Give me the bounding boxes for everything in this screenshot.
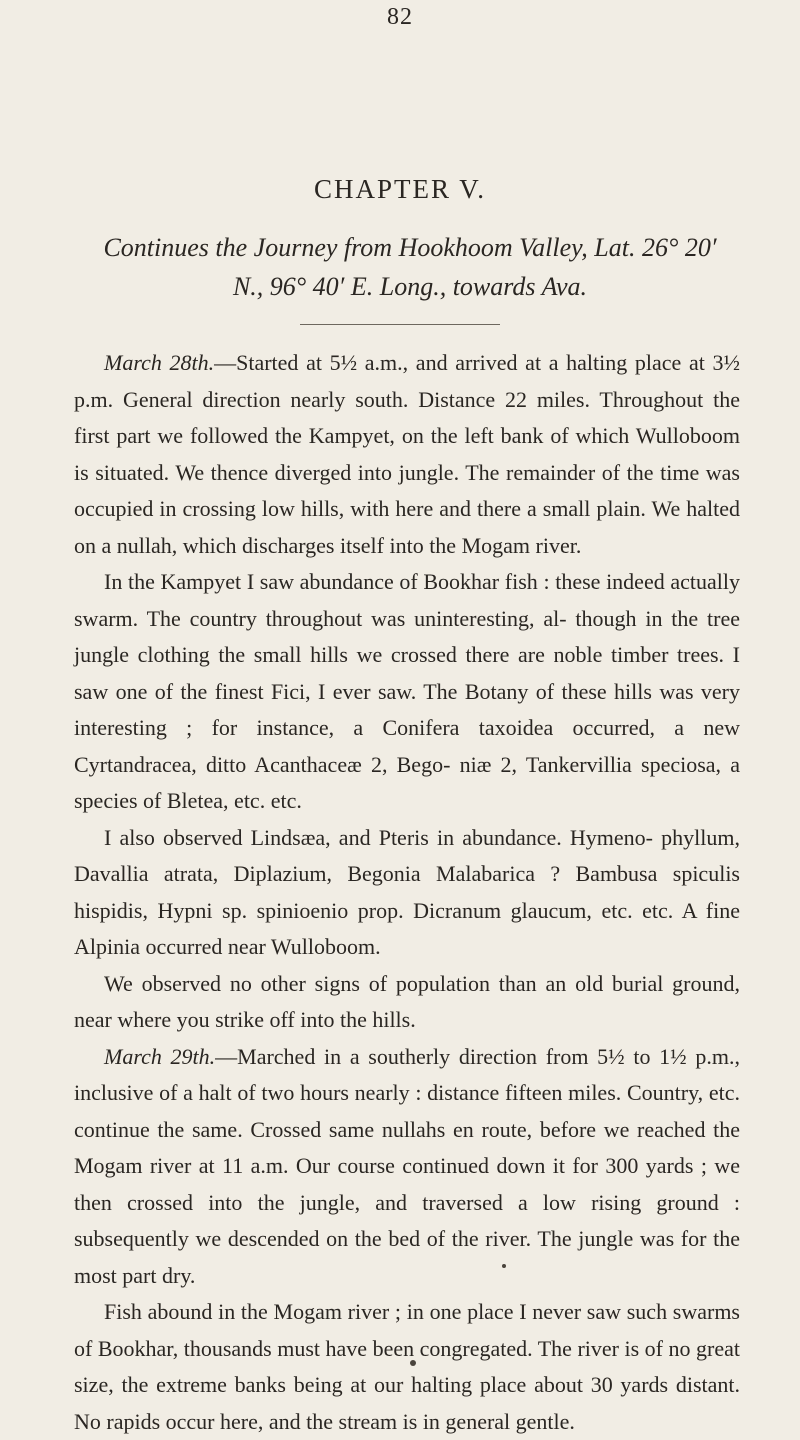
entry-date: March 29th. <box>104 1043 216 1069</box>
paragraph-text: Fish abound in the Mogam river ; in one place I never saw such swarms of Bookhar, thousands must have been congregated. The river is of no great size, the extreme banks being at our halting place about 30 yards distant. No rapids occur here, and the stream is in general gentle. <box>74 1299 740 1434</box>
page-number: 82 <box>387 4 413 30</box>
chapter-subtitle: Continues the Journey from Hookhoom Valley, Lat. 26° 20′ N., 96° 40′ E. Long., towards Ava. <box>103 233 717 301</box>
paragraph <box>74 966 740 1039</box>
paragraph <box>74 345 740 564</box>
ink-spot <box>502 1264 506 1268</box>
body-text <box>74 345 740 1440</box>
paragraph <box>74 820 740 966</box>
paragraph-text: —Started at 5½ a.m., and arrived at a halting place at 3½ p.m. General direction nearly south. Distance 22 miles. Throughout the first part we followed the Kampyet, on the left bank of which Wulloboom is situated. We thence diverged into jungle. The remainder of the time was occupied in crossing low hills, with here and there a small plain. We halted on a nullah, which discharges itself into the Mogam river. <box>74 350 740 558</box>
title-rule <box>300 324 500 325</box>
paragraph <box>74 564 740 820</box>
paragraph-text: —Marched in a southerly direction from 5½ to 1½ p.m., inclusive of a halt of two hours nearly : distance fifteen miles. Country, etc. continue the same. Crossed same nullahs en route, before we reached the Mogam river at 11 a.m. Our course continued down it for 300 yards ; we then crossed into the jungle, and traversed a low rising ground : subsequently we descended on the bed of the river. The jungle was for the most part dry. <box>74 1043 740 1288</box>
ink-spot <box>410 1360 416 1366</box>
entry-date: March 28th. <box>104 350 215 375</box>
paragraph <box>74 1039 740 1295</box>
paragraph-text: We observed no other signs of population than an old burial ground, near where you strike off into the hills. <box>74 970 740 1032</box>
paragraph-text: In the Kampyet I saw abundance of Bookhar fish : these indeed actually swarm. The country throughout was uninteresting, al- though in the tree jungle clothing the small hills we crossed there are noble timber trees. I saw one of the finest Fici, I ever saw. The Botany of these hills was very interesting ; for instance, a Conifera taxoidea occurred, a new Cyrtandracea, ditto Acanthaceæ 2, Bego- niæ 2, Tankervillia speciosa, a species of Bletea, etc. etc. <box>74 569 740 813</box>
chapter-title: CHAPTER V. <box>313 174 487 204</box>
paragraph-text: I also observed Lindsæa, and Pteris in abundance. Hymeno- phyllum, Davallia atrata, Diplazium, Begonia Malabarica ? Bambusa spiculis hispidis, Hypni sp. spinioenio prop. Dicranum glaucum, etc. etc. A fine Alpinia occurred near Wulloboom. <box>74 824 740 959</box>
paragraph <box>74 1294 740 1440</box>
